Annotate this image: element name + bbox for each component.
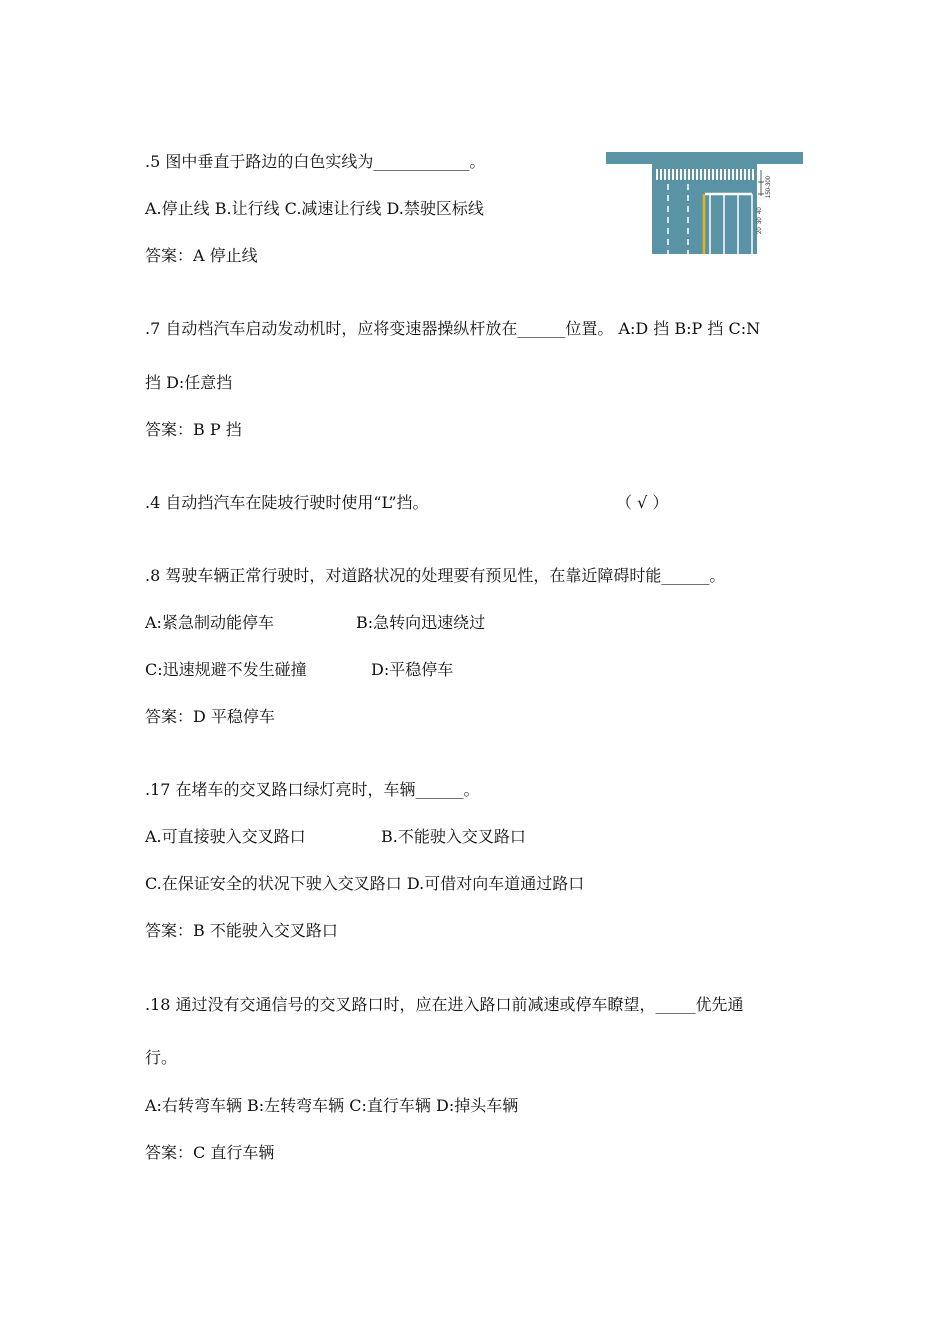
q18-question-line1: .18 通过没有交通信号的交叉路口时，应在进入路口前减速或停车瞭望，_____优先通 bbox=[145, 995, 744, 1014]
q18-question-line2: 行。 bbox=[145, 1048, 178, 1067]
q7-question-line2: 挡 D:任意挡 bbox=[145, 373, 233, 392]
q17-option-a: A.可直接驶入交叉路口 bbox=[145, 827, 306, 846]
dimension-label: 40 bbox=[757, 207, 763, 214]
q8-question: .8 驾驶车辆正常行驶时，对道路状况的处理要有预见性，在靠近障碍时能______。 bbox=[145, 566, 726, 585]
q5-question: .5 图中垂直于路边的白色实线为____________。 bbox=[145, 152, 486, 171]
q5-answer: 答案：A 停止线 bbox=[145, 246, 258, 265]
q17-answer: 答案：B 不能驶入交叉路口 bbox=[145, 921, 338, 940]
q17-options-cd: C.在保证安全的状况下驶入交叉路口 D.可借对向车道通过路口 bbox=[145, 874, 585, 893]
dimension-label: 30 bbox=[757, 217, 763, 224]
q7-answer: 答案：B P 挡 bbox=[145, 420, 242, 439]
road-markings-illustration bbox=[606, 152, 803, 254]
q17-option-b: B.不能驶入交叉路口 bbox=[381, 827, 526, 846]
dimension-label: 150-300 bbox=[766, 175, 772, 198]
q8-answer: 答案：D 平稳停车 bbox=[145, 707, 275, 726]
q17-question: .17 在堵车的交叉路口绿灯亮时，车辆______。 bbox=[145, 780, 480, 799]
q18-answer: 答案：C 直行车辆 bbox=[145, 1143, 275, 1162]
q5-options: A.停止线 B.让行线 C.减速让行线 D.禁驶区标线 bbox=[145, 199, 484, 218]
q4-question: .4 自动挡汽车在陡坡行驶时使用“L”挡。 bbox=[145, 493, 429, 512]
q18-options: A:右转弯车辆 B:左转弯车辆 C:直行车辆 D:掉头车辆 bbox=[145, 1096, 519, 1115]
dimension-label: 20 bbox=[757, 227, 763, 234]
q4-check-mark: （ √ ） bbox=[616, 493, 669, 512]
q8-option-c: C:迅速规避不发生碰撞 bbox=[145, 660, 307, 679]
q7-question-line1: .7 自动档汽车启动发动机时，应将变速器操纵杆放在______位置。 A:D 挡 B:P 挡 C:N bbox=[145, 319, 761, 338]
q8-option-a: A:紧急制动能停车 bbox=[145, 613, 274, 632]
q8-option-b: B:急转向迅速绕过 bbox=[356, 613, 486, 632]
stop-line-diagram bbox=[606, 152, 803, 254]
q8-option-d: D:平稳停车 bbox=[371, 660, 454, 679]
